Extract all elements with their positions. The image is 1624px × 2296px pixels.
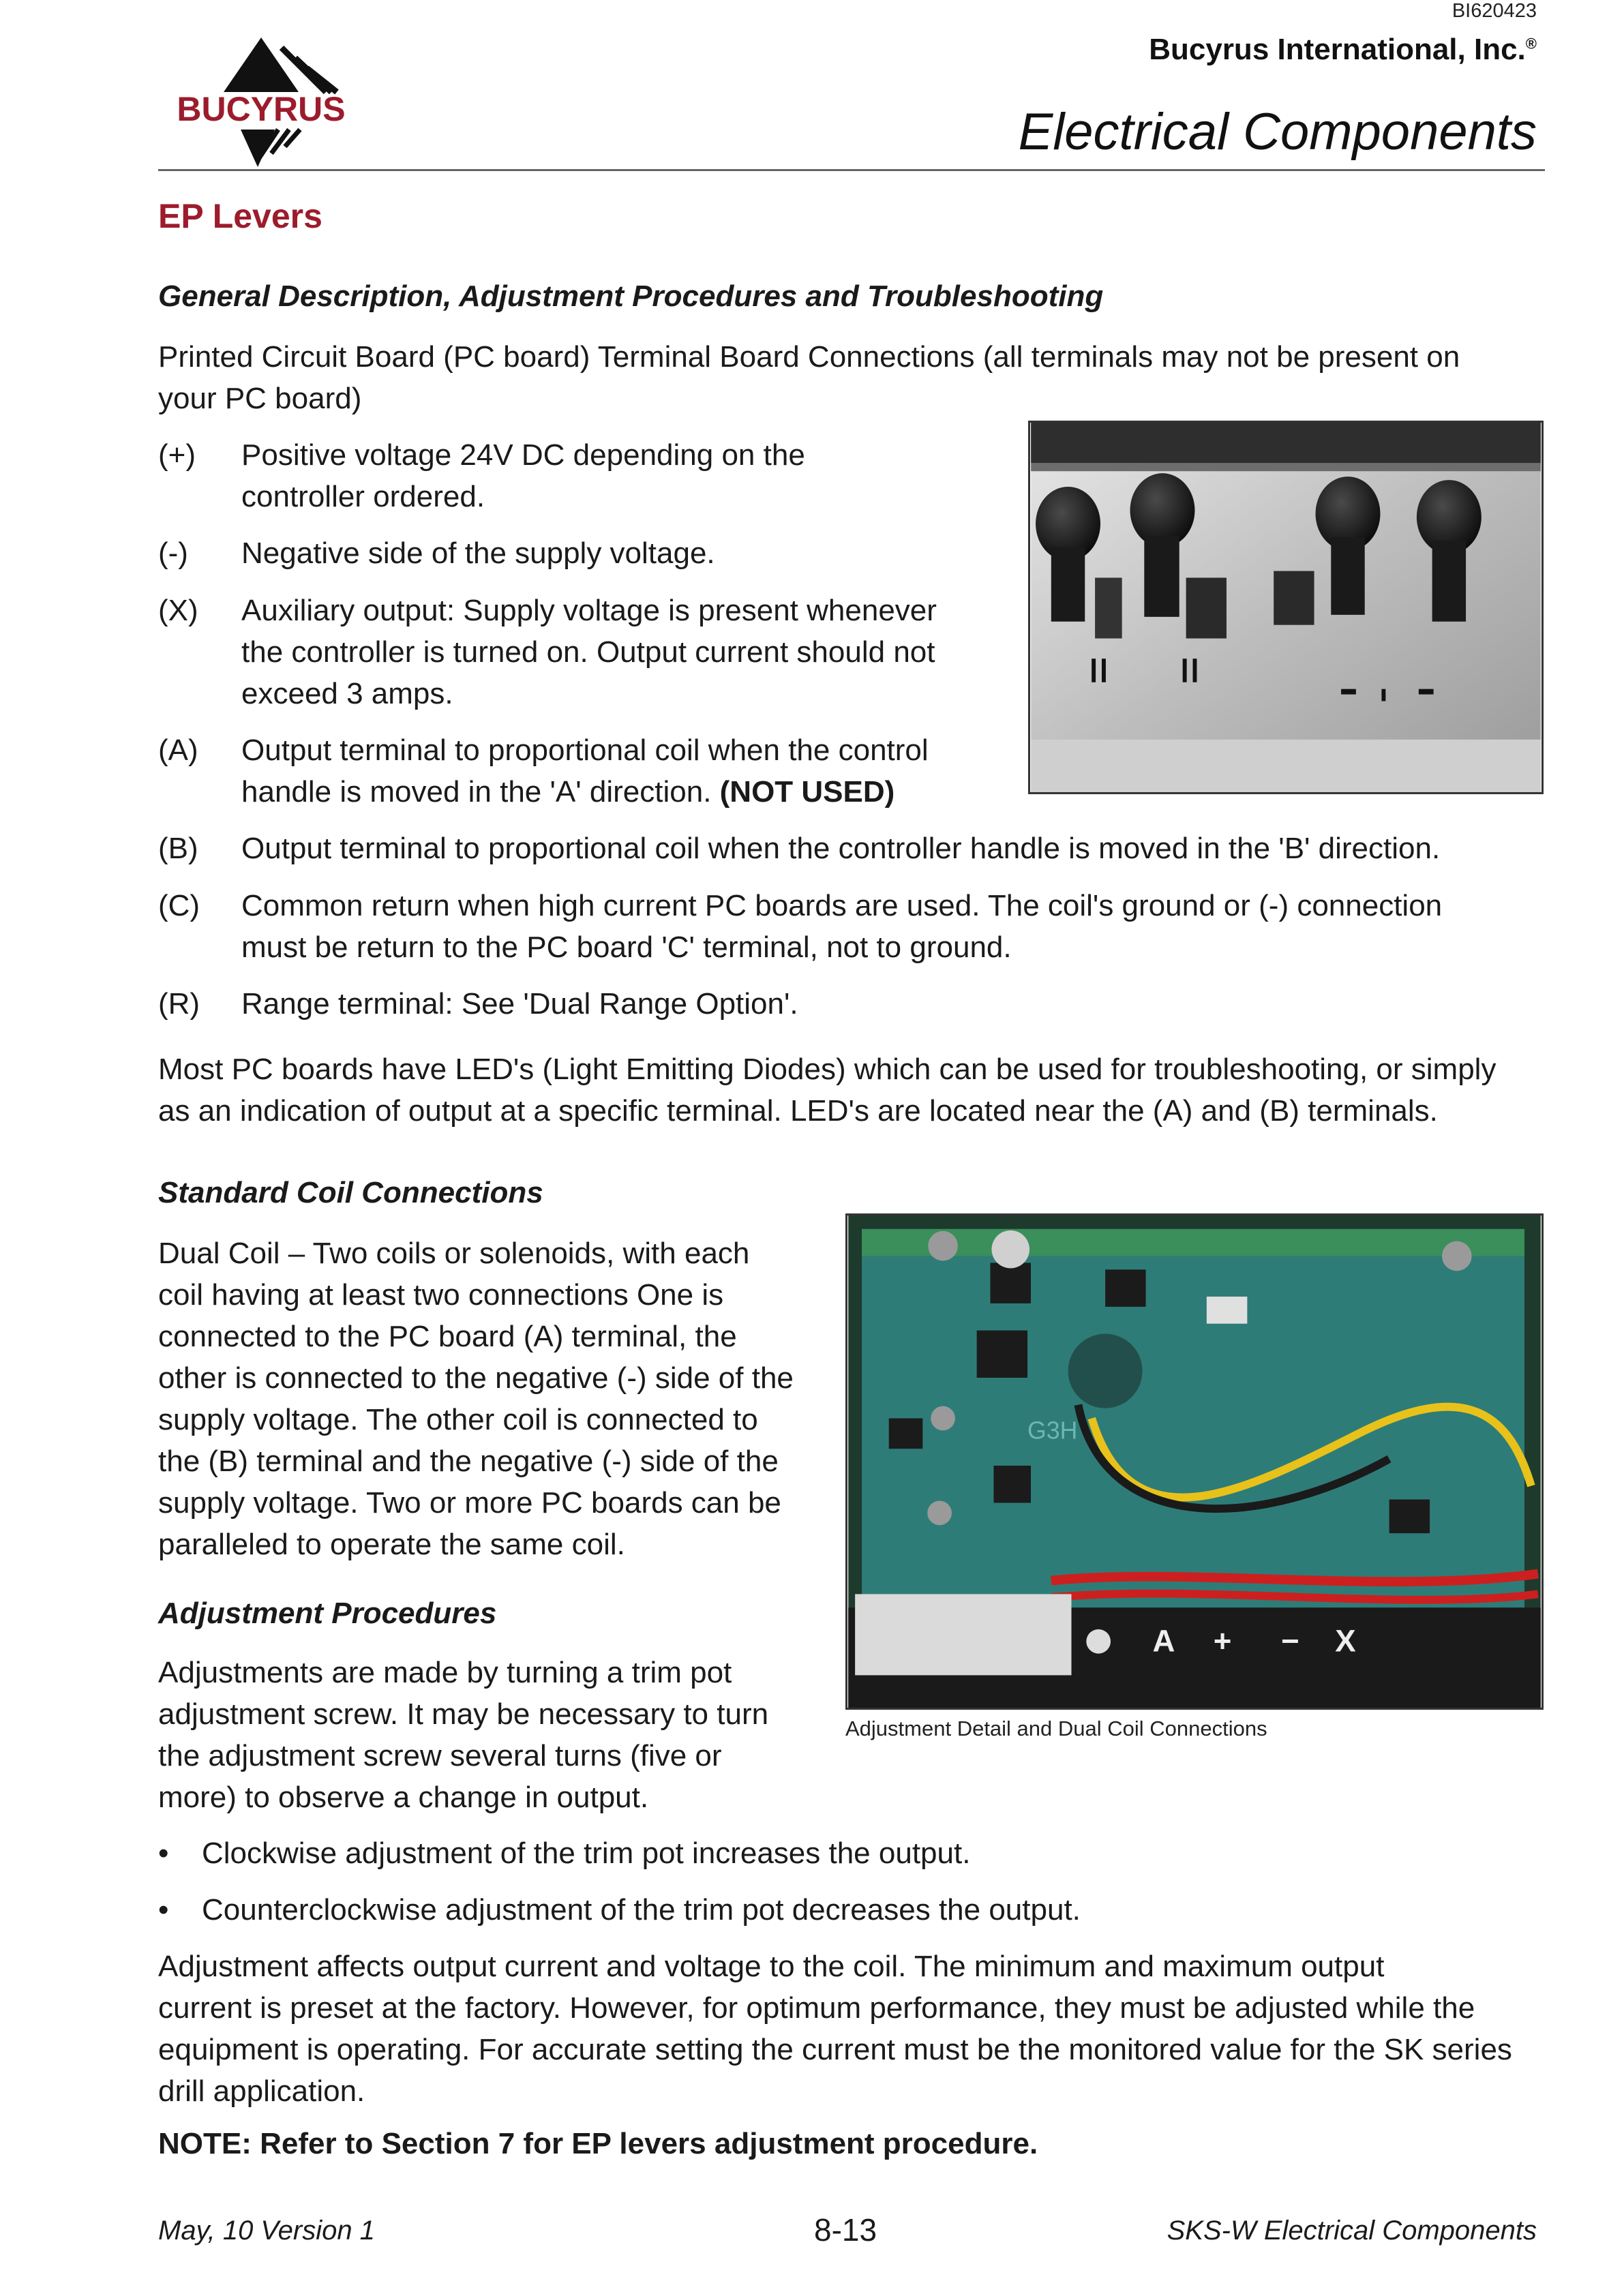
terminal-minus-label: − <box>1280 1623 1299 1659</box>
terminal-label: (+) <box>158 438 196 472</box>
page-title: EP Levers <box>158 197 322 235</box>
company-name <box>1149 33 1537 67</box>
led-paragraph <box>158 1048 1496 1132</box>
terminal-text: exceed 3 amps. <box>241 677 453 710</box>
terminal-text: Output terminal to proportional coil when the control <box>241 734 929 767</box>
terminal-text: Positive voltage 24V DC depending on the <box>241 438 805 472</box>
terminal-label: (X) <box>158 594 198 627</box>
terminal-label: (C) <box>158 889 200 922</box>
led-line: Most PC boards have LED's (Light Emitting Diodes) which can be used for troubleshooting, or simply <box>158 1053 1497 1086</box>
not-used-note: (NOT USED) <box>719 775 895 809</box>
terminal-label: (-) <box>158 537 188 570</box>
terminal-text: the controller is turned on. Output current should not <box>241 635 935 669</box>
pc-board-photo <box>845 1213 1544 1710</box>
coil-line: paralleled to operate the same coil. <box>158 1528 625 1561</box>
adjust-line: Adjustments are made by turning a trim pot <box>158 1656 732 1689</box>
terminal-label: (A) <box>158 734 198 767</box>
terminal-text: Negative side of the supply voltage. <box>241 537 715 570</box>
coil-line: coil having at least two connections One is <box>158 1278 724 1312</box>
terminal-x-label: X <box>1335 1623 1356 1659</box>
general-heading: General Description, Adjustment Procedures and Troubleshooting <box>158 280 1104 313</box>
adjust-detail-paragraph <box>158 1946 1512 2112</box>
intro-paragraph <box>158 336 1460 419</box>
adjust-detail-line: equipment is operating. For accurate setting the current must be the monitored value for the SK series <box>158 2033 1512 2066</box>
intro-line: your PC board) <box>158 382 362 415</box>
terminal-text <box>241 771 929 813</box>
terminal-label: (B) <box>158 832 198 865</box>
terminal-text: Auxiliary output: Supply voltage is present whenever <box>241 594 937 627</box>
led-line: as an indication of output at a specific terminal. LED's are located near the (A) and (B) terminals. <box>158 1094 1438 1128</box>
adjust-paragraph <box>158 1652 768 1818</box>
terminal-text-part: handle is moved in the 'A' direction. <box>241 775 720 809</box>
registered-mark: ® <box>1525 35 1537 52</box>
adjust-detail-line: Adjustment affects output current and voltage to the coil. The minimum and maximum output <box>158 1950 1385 1983</box>
intro-line: Printed Circuit Board (PC board) Terminal Board Connections (all terminals may not be present on <box>158 340 1460 374</box>
adjust-line: the adjustment screw several turns (five or <box>158 1739 722 1772</box>
adjust-detail-line: current is preset at the factory. However, for optimum performance, they must be adjusted while the <box>158 1991 1475 2025</box>
adjust-line: adjustment screw. It may be necessary to turn <box>158 1697 769 1731</box>
bullet-text: Clockwise adjustment of the trim pot increases the output. <box>202 1837 971 1870</box>
board-marking: G3H <box>1027 1417 1078 1445</box>
bullet-text: Counterclockwise adjustment of the trim pot decreases the output. <box>202 1893 1081 1927</box>
coil-line: supply voltage. Two or more PC boards can be <box>158 1486 781 1520</box>
adjust-line: more) to observe a change in output. <box>158 1781 649 1814</box>
bullet-dot: • <box>158 1837 169 1870</box>
footer-doc-title: SKS-W Electrical Components <box>1167 2216 1537 2246</box>
terminal-label: (R) <box>158 987 200 1021</box>
bucyrus-logo <box>155 37 367 170</box>
coil-line: other is connected to the negative (-) side of the <box>158 1361 794 1395</box>
logo-text: BUCYRUS <box>177 90 346 128</box>
coil-line: supply voltage. The other coil is connected to <box>158 1403 758 1436</box>
section-title: Electrical Components <box>1018 103 1537 161</box>
terminal-plus-label: + <box>1213 1623 1232 1659</box>
coil-line: Dual Coil – Two coils or solenoids, with each <box>158 1237 750 1270</box>
terminal-a-label: A <box>1152 1623 1175 1659</box>
adjust-heading: Adjustment Procedures <box>158 1597 497 1630</box>
terminal-text: Range terminal: See 'Dual Range Option'. <box>241 987 798 1021</box>
footer-version: May, 10 Version 1 <box>158 2216 375 2246</box>
coil-heading: Standard Coil Connections <box>158 1176 543 1209</box>
coil-line: the (B) terminal and the negative (-) side of the <box>158 1445 779 1478</box>
note-text: NOTE: Refer to Section 7 for EP levers adjustment procedure. <box>158 2127 1038 2160</box>
terminal-text: Common return when high current PC boards are used. The coil's ground or (-) connection <box>241 889 1443 922</box>
terminal-text: Output terminal to proportional coil when the controller handle is moved in the 'B' direction. <box>241 832 1441 865</box>
coil-line: connected to the PC board (A) terminal, the <box>158 1320 737 1353</box>
document-id: BI620423 <box>1452 0 1537 22</box>
page-number: 8-13 <box>814 2212 877 2248</box>
terminal-text: must be return to the PC board 'C' terminal, not to ground. <box>241 931 1012 964</box>
adjust-detail-line: drill application. <box>158 2074 365 2108</box>
terminal-text: controller ordered. <box>241 480 485 513</box>
ep-levers-photo <box>1028 421 1544 794</box>
photo-caption: Adjustment Detail and Dual Coil Connections <box>845 1717 1267 1740</box>
coil-paragraph <box>158 1233 794 1565</box>
company-name-text: Bucyrus International, Inc. <box>1149 33 1526 66</box>
bullet-dot: • <box>158 1893 169 1927</box>
